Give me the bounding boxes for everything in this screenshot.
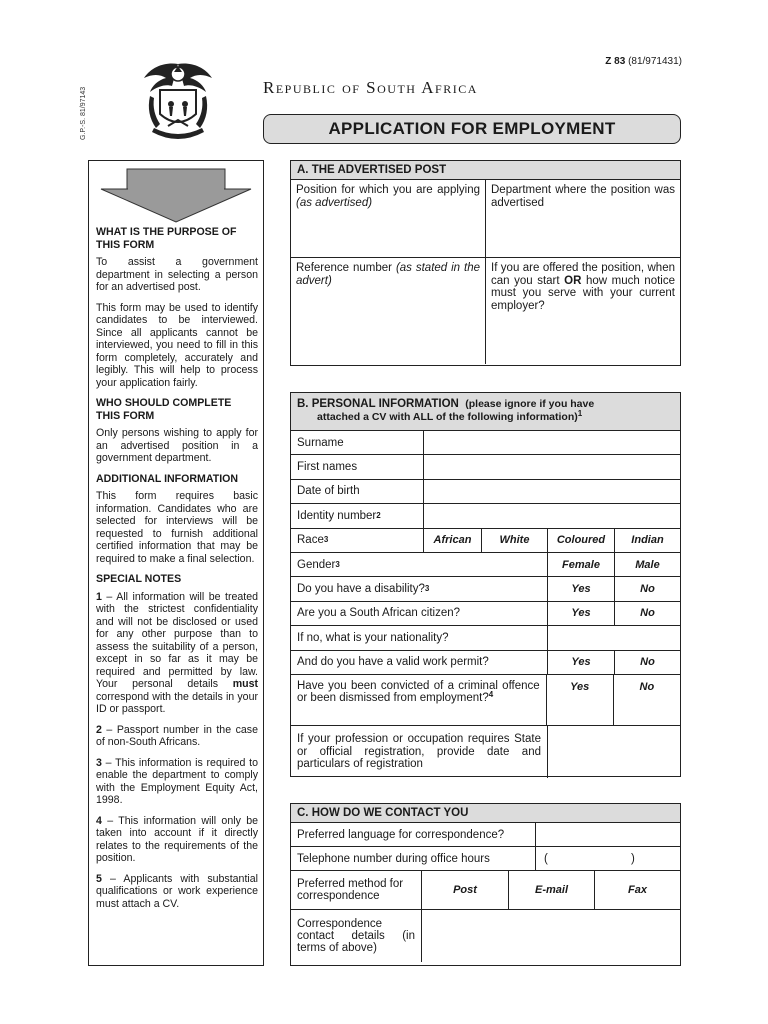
republic-heading: Republic of South Africa	[263, 78, 478, 97]
disability-no[interactable]: No	[640, 583, 655, 596]
citizen-yes[interactable]: Yes	[548, 602, 615, 625]
special-notes-heading: SPECIAL NOTES	[96, 573, 182, 585]
additional-heading: ADDITIONAL INFORMATION	[96, 472, 239, 485]
notice-label-b: how much notice must you serve with your current employer?	[491, 274, 675, 312]
convicted-label	[291, 675, 547, 725]
department-label: Department where the position was advertised	[491, 184, 675, 209]
form-code-ref: (81/971431)	[628, 56, 682, 67]
method-row	[291, 871, 680, 910]
method-option-post[interactable]: Post	[422, 871, 509, 909]
note-1-number: 1	[96, 590, 102, 603]
purpose-text-2: This form may be used to identify candidates to be interviewed. Since all applicants cannot be interviewed, you need to fill in this form completely, accurately and legibly. This will help to process your application fairly.	[96, 301, 258, 389]
race-text: Race	[297, 534, 324, 547]
position-label-italic: (as advertised)	[296, 196, 373, 209]
form-code	[605, 56, 682, 67]
gender-option-female[interactable]: Female	[548, 553, 615, 576]
surname-row	[291, 431, 680, 455]
nationality-row	[291, 626, 680, 650]
gender-option-male[interactable]: Male	[635, 558, 660, 571]
disability-text: Do you have a disability?	[297, 583, 425, 596]
telephone-label: Telephone number during office hours	[291, 847, 536, 870]
language-row	[291, 823, 680, 847]
id-number-input[interactable]	[424, 504, 680, 527]
instructions-panel	[88, 160, 264, 966]
first-names-row	[291, 455, 680, 479]
language-input[interactable]	[536, 823, 680, 846]
telephone-row	[291, 847, 680, 871]
notice-label-a: If you are offered the position, when can you start	[491, 262, 675, 287]
note-1-bold: must	[232, 678, 258, 690]
first-names-label: First names	[291, 455, 424, 478]
section-contact	[290, 803, 681, 966]
surname-label: Surname	[291, 431, 424, 454]
contact-details-row	[291, 910, 680, 962]
disability-row	[291, 577, 680, 601]
who-text: Only persons wishing to apply for an advertised position in a government department.	[96, 427, 258, 464]
convicted-sup: 4	[488, 690, 494, 700]
note-3	[96, 757, 258, 807]
nationality-label: If no, what is your nationality?	[291, 626, 548, 649]
notice-field[interactable]	[486, 258, 680, 364]
race-row	[291, 529, 680, 553]
gender-text: Gender	[297, 558, 336, 571]
note-2-number: 2	[96, 723, 102, 736]
convicted-options	[547, 675, 680, 725]
disability-yes[interactable]: Yes	[548, 577, 615, 600]
citizen-label: Are you a South African citizen?	[291, 602, 548, 625]
contact-details-input[interactable]	[422, 910, 680, 962]
who-heading: WHO SHOULD COMPLETE THIS FORM	[96, 397, 232, 422]
dob-label: Date of birth	[291, 480, 424, 503]
section-a-heading: A. THE ADVERTISED POST	[291, 161, 680, 180]
nationality-input[interactable]	[548, 626, 680, 649]
note-4	[96, 815, 258, 865]
method-label: Preferred method for correspondence	[291, 871, 422, 909]
reference-label: Reference number	[296, 262, 396, 274]
note-5	[96, 873, 258, 911]
department-field[interactable]	[486, 180, 680, 258]
reference-label-italic: (as stated in the advert)	[296, 262, 480, 287]
convicted-yes[interactable]: Yes	[547, 675, 614, 725]
form-code-number: Z 83	[605, 56, 626, 67]
purpose-text-1: To assist a government department in selecting a person for an advertised post.	[96, 256, 258, 293]
gender-row	[291, 553, 680, 577]
race-label: Race 3	[291, 529, 424, 552]
id-number-text: Identity number	[297, 509, 377, 522]
note-4-number: 4	[96, 814, 102, 827]
registration-row	[291, 726, 680, 778]
section-b-note-b: attached a CV with ALL of the following information)	[317, 411, 578, 423]
section-b-note-line-2	[297, 411, 674, 424]
reference-field[interactable]	[291, 258, 486, 364]
language-label: Preferred language for correspondence?	[291, 823, 536, 846]
section-b-title: B. PERSONAL INFORMATION	[297, 398, 459, 410]
note-1-text-b: correspond with the details in your ID or passport.	[96, 690, 258, 715]
section-b-sup: 1	[577, 409, 583, 418]
race-option-coloured[interactable]: Coloured	[548, 529, 615, 552]
method-option-email[interactable]: E-mail	[509, 871, 595, 909]
convicted-row	[291, 675, 680, 726]
position-field[interactable]	[291, 180, 486, 258]
additional-text: This form requires basic information. Candidates who are selected for interviews will be requested to furnish additional certified information that may be required to make a final selection.	[96, 490, 258, 565]
down-arrow-icon	[99, 167, 253, 223]
race-option-white[interactable]: White	[482, 529, 548, 552]
contact-details-label: Correspondence contact details (in terms of above)	[291, 910, 422, 962]
registration-input[interactable]	[548, 726, 680, 778]
note-1	[96, 591, 258, 716]
note-1-text-a: – All information will be treated with the strictest confidentiality and will not be disclosed or used for any other purpose than to assess the suitability of a person, except in so far as it may be required and permitted by law. Your personal details	[96, 590, 258, 690]
section-b-note-a: (please ignore if you have	[465, 398, 595, 410]
note-2-text: – Passport number in the case of non-South Africans.	[96, 723, 258, 748]
purpose-heading: WHAT IS THE PURPOSE OF THIS FORM	[96, 226, 237, 251]
convicted-no[interactable]: No	[639, 680, 655, 693]
section-personal-information	[290, 392, 681, 777]
race-option-indian[interactable]: Indian	[631, 534, 664, 547]
permit-no[interactable]: No	[640, 656, 655, 669]
section-c-heading: C. HOW DO WE CONTACT YOU	[291, 804, 680, 823]
dob-input[interactable]	[424, 480, 680, 503]
position-label: Position for which you are applying	[296, 184, 480, 196]
id-number-row	[291, 504, 680, 528]
permit-row	[291, 651, 680, 675]
section-advertised-post	[290, 160, 681, 366]
note-3-number: 3	[96, 756, 102, 769]
notice-label-bold: OR	[564, 274, 582, 287]
permit-label: And do you have a valid work permit?	[291, 651, 548, 674]
coat-of-arms-icon	[138, 56, 218, 146]
method-option-fax[interactable]: Fax	[628, 884, 647, 896]
gender-label: Gender 3	[291, 553, 548, 576]
note-4-text: – This information will only be taken into account if it directly relates to the requirements of the position.	[96, 814, 258, 864]
section-b-heading	[291, 393, 680, 431]
citizen-no[interactable]: No	[640, 607, 655, 620]
form-title: APPLICATION FOR EMPLOYMENT	[263, 114, 681, 144]
gps-code: G.P.-S. 81/97143	[80, 86, 87, 140]
first-names-input[interactable]	[424, 455, 680, 478]
note-2	[96, 724, 258, 749]
id-number-label: Identity number 2	[291, 504, 424, 527]
note-3-text: – This information is required to enable the department to comply with the Employment Equity Act, 1998.	[96, 756, 258, 806]
race-option-african[interactable]: African	[424, 529, 482, 552]
instructions-text	[96, 226, 258, 918]
telephone-input[interactable]: ( )	[544, 852, 675, 865]
note-5-number: 5	[96, 872, 102, 885]
convicted-text: Have you been convicted of a criminal offence or been dismissed from employment?	[297, 679, 540, 705]
note-5-text: – Applicants with substantial qualifications or work experience must attach a CV.	[96, 872, 258, 910]
dob-row	[291, 480, 680, 504]
surname-input[interactable]	[424, 431, 680, 454]
disability-label: Do you have a disability? 3	[291, 577, 548, 600]
citizen-row	[291, 602, 680, 626]
permit-yes[interactable]: Yes	[548, 651, 615, 674]
registration-label: If your profession or occupation requires State or official registration, provide date and particulars of registration	[291, 726, 548, 778]
